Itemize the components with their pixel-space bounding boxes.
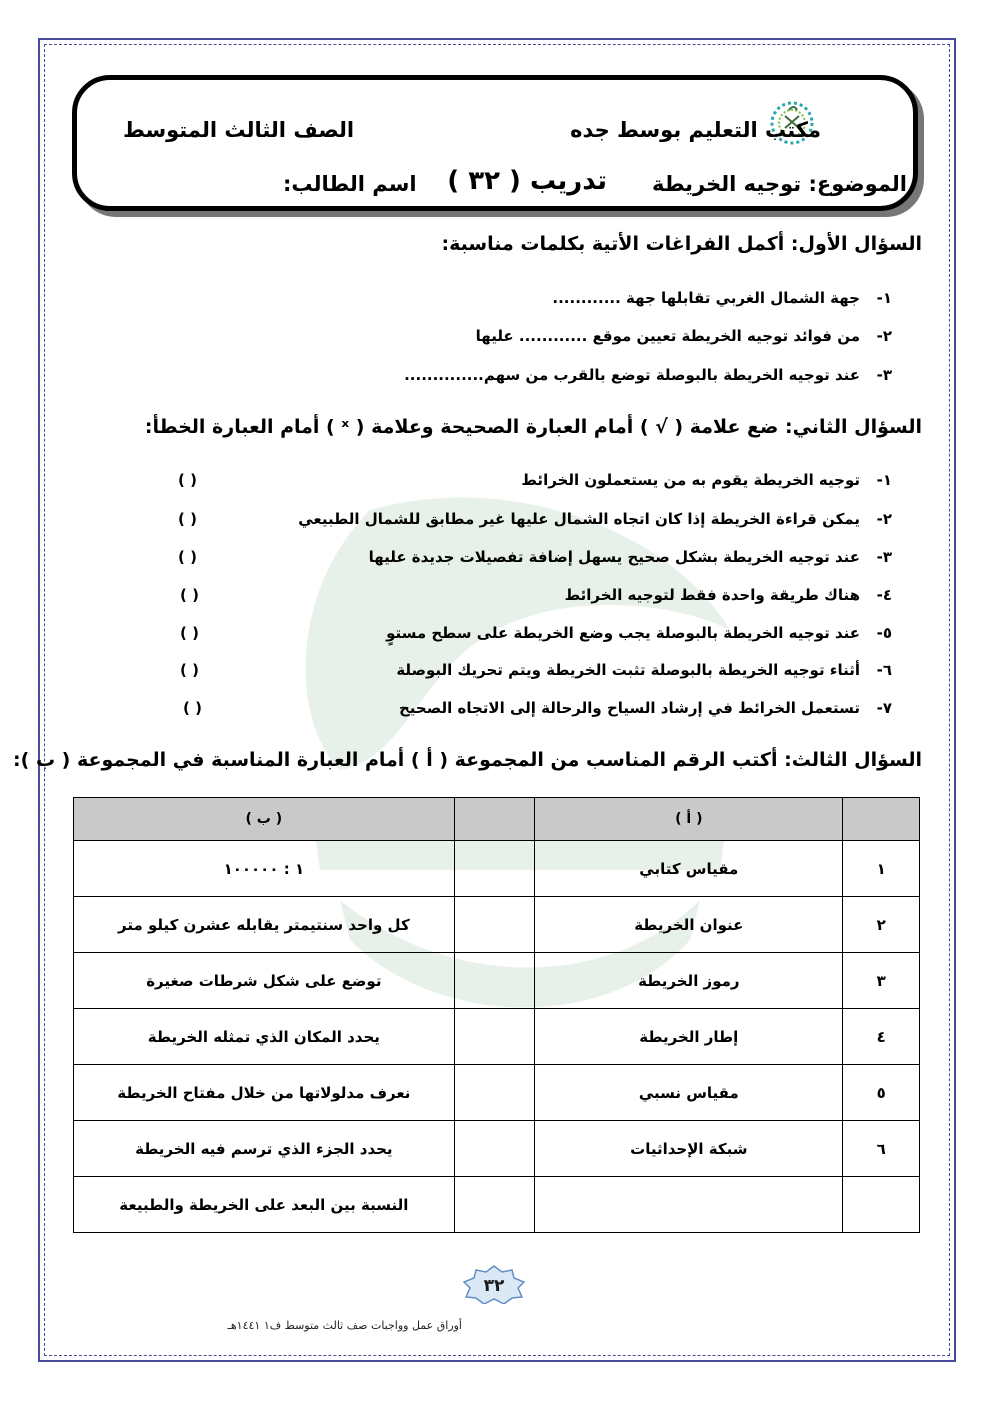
table-row: [74, 1065, 920, 1121]
group-a-term: مقياس نسبي: [535, 1065, 843, 1121]
group-a-term: إطار الخريطة: [535, 1009, 843, 1065]
table-row: [74, 1121, 920, 1177]
group-a-term: [535, 1177, 843, 1233]
answer-paren-4[interactable]: ( ): [180, 586, 199, 604]
answer-cell[interactable]: [454, 1009, 535, 1065]
group-b-statement: يحدد الجزء الذي ترسم فيه الخريطة: [74, 1121, 455, 1177]
row-number: ٢: [843, 897, 920, 953]
row-number: [843, 1177, 920, 1233]
group-b-statement: النسبة بين البعد على الخريطة والطبيعة: [74, 1177, 455, 1233]
row-number: ٦: [843, 1121, 920, 1177]
row-number: ٤: [843, 1009, 920, 1065]
group-a-term: عنوان الخريطة: [535, 897, 843, 953]
student-name-label: اسم الطالب:: [283, 172, 417, 196]
answer-cell[interactable]: [454, 953, 535, 1009]
answer-paren-3[interactable]: ( ): [178, 548, 197, 566]
header-a: ( أ ): [535, 798, 843, 841]
row-number: ٥: [843, 1065, 920, 1121]
group-b-statement: يحدد المكان الذي تمثله الخريطة: [74, 1009, 455, 1065]
q1-item-2: ٢-من فوائد توجيه الخريطة تعيين موقع ............ عليها: [475, 327, 892, 345]
table-row: [74, 953, 920, 1009]
table-row: [74, 841, 920, 897]
page-number-badge: [458, 1264, 530, 1304]
q2-item-1: ١-توجيه الخريطة يقوم به من يستعملون الخرائط: [521, 471, 892, 489]
grade-label: الصف الثالث المتوسط: [123, 118, 355, 142]
table-row: [74, 1177, 920, 1233]
answer-cell[interactable]: [454, 1121, 535, 1177]
group-a-term: مقياس كتابي: [535, 841, 843, 897]
table-header-row: [74, 798, 920, 841]
group-b-statement: كل واحد سنتيمتر يقابله عشرن كيلو متر: [74, 897, 455, 953]
topic-label: الموضوع: توجيه الخريطة: [651, 172, 907, 196]
q2-item-7: ٧-تستعمل الخرائط في إرشاد السياح والرحالة إلى الاتجاه الصحيح: [398, 699, 892, 717]
header-box: [72, 75, 918, 211]
answer-cell[interactable]: [454, 1065, 535, 1121]
q2-item-2: ٢-يمكن قراءة الخريطة إذا كان اتجاه الشمال عليها غير مطابق للشمال الطبيعي: [298, 510, 892, 528]
q1-item-3: ٣-عند توجيه الخريطة بالبوصلة توضع بالقرب من سهم..............: [404, 366, 892, 384]
group-a-term: رموز الخريطة: [535, 953, 843, 1009]
q3-title: السؤال الثالث: أكتب الرقم المناسب من المجموعة ( أ ) أمام العبارة المناسبة في المجموعة ( ب ):: [13, 749, 922, 771]
table-row: [74, 1009, 920, 1065]
matching-table: [73, 797, 920, 1233]
answer-paren-7[interactable]: ( ): [183, 699, 202, 717]
q1-item-1: ١-جهة الشمال الغربي تقابلها جهة ............: [552, 289, 892, 307]
office-name: مكتب التعليم بوسط جده: [570, 118, 821, 142]
q1-title: السؤال الأول: أكمل الفراغات الأتية بكلمات مناسبة:: [441, 233, 922, 255]
q2-title: السؤال الثاني: ضع علامة ( √ ) أمام العبارة الصحيحة وعلامة ( ˣ ) أمام العبارة الخطأ:: [144, 416, 922, 438]
header-answer-cell: [454, 798, 535, 841]
answer-cell[interactable]: [454, 841, 535, 897]
row-number: ١: [843, 841, 920, 897]
answer-cell[interactable]: [454, 897, 535, 953]
row-number: ٣: [843, 953, 920, 1009]
answer-paren-1[interactable]: ( ): [178, 471, 197, 489]
training-label: تدريب ( ٣٢ ): [447, 166, 607, 196]
footer-text: أوراق عمل وواجبات صف ثالث متوسط ف١ ١٤٤١هـ: [227, 1319, 462, 1332]
group-b-statement: ١ : ١٠٠٠٠٠: [74, 841, 455, 897]
answer-cell[interactable]: [454, 1177, 535, 1233]
q2-item-3: ٣-عند توجيه الخريطة بشكل صحيح يسهل إضافة تفصيلات جديدة عليها: [368, 548, 892, 566]
table-row: [74, 897, 920, 953]
header-num-cell: [843, 798, 920, 841]
answer-paren-2[interactable]: ( ): [178, 510, 197, 528]
q2-item-4: ٤-هناك طريقة واحدة فقط لتوجيه الخرائط: [564, 586, 892, 604]
header-b: ( ب ): [74, 798, 455, 841]
group-a-term: شبكة الإحداثيات: [535, 1121, 843, 1177]
page-number: ٣٢: [483, 1276, 505, 1296]
q2-item-6: ٦-أثناء توجيه الخريطة بالبوصلة تثبت الخريطة ويتم تحريك البوصلة: [396, 661, 892, 679]
answer-paren-5[interactable]: ( ): [180, 624, 199, 642]
answer-paren-6[interactable]: ( ): [180, 661, 199, 679]
group-b-statement: توضع على شكل شرطات صغيرة: [74, 953, 455, 1009]
group-b-statement: نعرف مدلولاتها من خلال مفتاح الخريطة: [74, 1065, 455, 1121]
q2-item-5: ٥-عند توجيه الخريطة بالبوصلة يجب وضع الخريطة على سطح مستوٍ: [386, 624, 892, 642]
